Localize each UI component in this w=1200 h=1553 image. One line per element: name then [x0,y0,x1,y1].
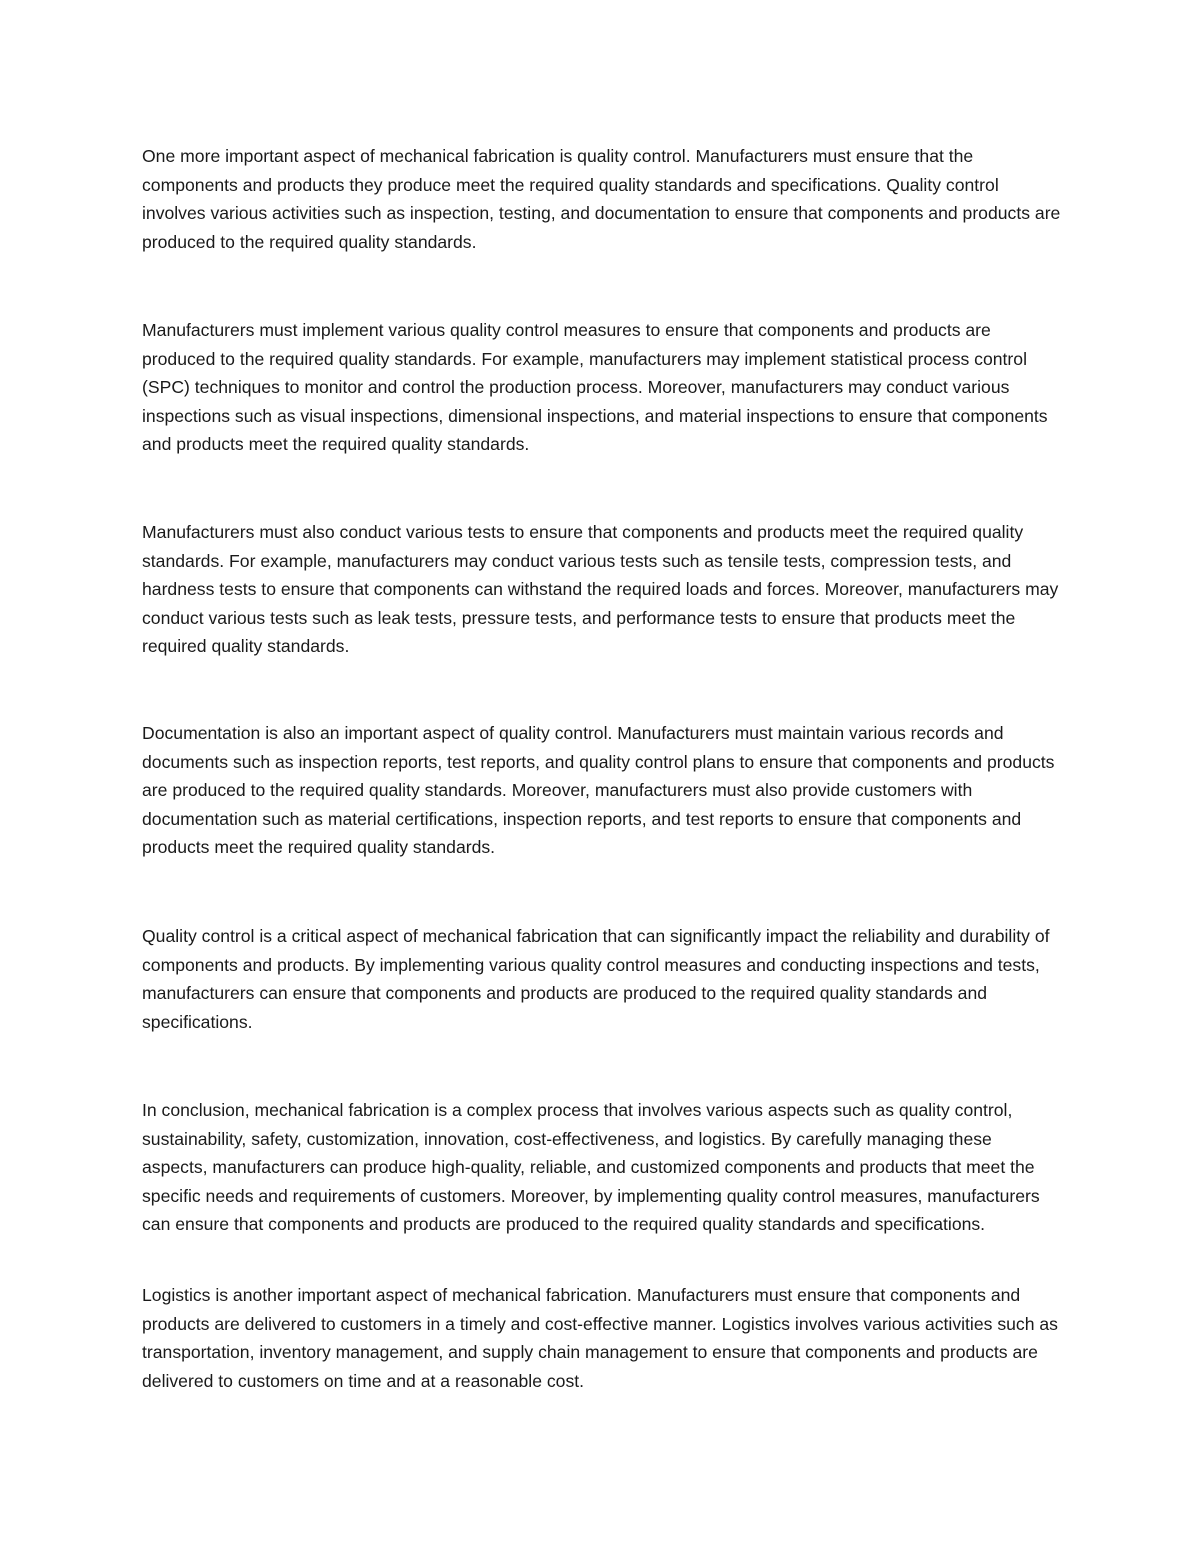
paragraph-quality-control-summary: Quality control is a critical aspect of mechanical fabrication that can significantly impact the reliability and durability of components and products. By implementing various quality control measures and conducting inspections and tests, manufacturers can ensure that components and products are produced to the required quality standards and specifications. [142,926,1050,1032]
paragraph-quality-control-measures: Manufacturers must implement various quality control measures to ensure that components and products are produced to the required quality standards. For example, manufacturers may implement statistical process control (SPC) techniques to monitor and control the production process. Moreover, manufacturers may conduct various inspections such as visual inspections, dimensional inspections, and material inspections to ensure that components and products meet the required quality standards. [142,320,1048,454]
paragraph-documentation: Documentation is also an important aspect of quality control. Manufacturers must maintain various records and documents such as inspection reports, test reports, and quality control plans to ensure that components and products are produced to the required quality standards. Moreover, manufacturers must also provide customers with documentation such as material certifications, inspection reports, and test reports to ensure that components and products meet the required quality standards. [142,723,1055,857]
paragraph-conclusion: In conclusion, mechanical fabrication is a complex process that involves various aspects such as quality control, sustainability, safety, customization, innovation, cost-effectiveness, and logistics. By carefully managing these aspects, manufacturers can produce high-quality, reliable, and customized components and products that meet the specific needs and requirements of customers. Moreover, by implementing quality control measures, manufacturers can ensure that components and products are produced to the required quality standards and specifications. [142,1100,1040,1234]
paragraph-quality-control-intro: One more important aspect of mechanical fabrication is quality control. Manufacturers must ensure that the components and products they produce meet the required quality standards and specifications. Quality control involves various activities such as inspection, testing, and documentation to ensure that components and products are produced to the required quality standards. [142,146,1061,252]
paragraph-logistics: Logistics is another important aspect of mechanical fabrication. Manufacturers must ensure that components and products are delivered to customers in a timely and cost-effective manner. Logistics involves various activities such as transportation, inventory management, and supply chain management to ensure that components and products are delivered to customers on time and at a reasonable cost. [142,1285,1058,1391]
paragraph-quality-tests: Manufacturers must also conduct various tests to ensure that components and products meet the required quality standards. For example, manufacturers may conduct various tests such as tensile tests, compression tests, and hardness tests to ensure that components can withstand the required loads and forces. Moreover, manufacturers may conduct various tests such as leak tests, pressure tests, and performance tests to ensure that products meet the required quality standards. [142,522,1059,656]
